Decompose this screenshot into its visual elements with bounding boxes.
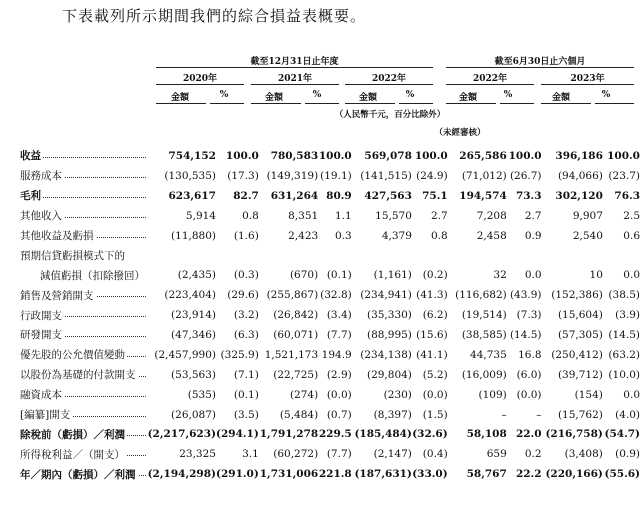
cell-pct-h2022: (0.0) bbox=[516, 388, 542, 401]
cell-pct-2022: (0.4) bbox=[422, 448, 448, 461]
cell-pct-2021: (19.1) bbox=[320, 169, 352, 182]
col-rule-amount-h2023 bbox=[541, 103, 591, 104]
cell-pct-2021: 229.5 bbox=[318, 428, 352, 441]
cell-amount-h2023: (154) bbox=[574, 388, 603, 401]
cell-amount-2020: (223,404) bbox=[164, 289, 216, 302]
row-label bbox=[0, 285, 148, 305]
header-rule-half bbox=[446, 67, 634, 68]
cell-amount-2020: (23,914) bbox=[171, 309, 216, 322]
cell-amount-2022: (88,995) bbox=[366, 328, 412, 341]
table-row bbox=[0, 424, 640, 444]
cell-pct-2020: (3.5) bbox=[233, 408, 259, 421]
cell-amount-h2022: (71,012) bbox=[461, 169, 507, 182]
table-row bbox=[0, 385, 640, 405]
row-label-text: 收益 bbox=[20, 150, 41, 163]
cell-amount-2020: (535) bbox=[187, 388, 216, 401]
cell-pct-h2023: 76.3 bbox=[614, 189, 640, 202]
cell-pct-2020: (325.9) bbox=[220, 348, 259, 361]
cell-pct-h2023: 0.0 bbox=[623, 269, 640, 282]
cell-pct-2022: (0.2) bbox=[422, 269, 448, 282]
header-rule-year bbox=[156, 67, 433, 68]
table-row bbox=[0, 186, 640, 206]
cell-pct-h2023: (63.2) bbox=[608, 348, 640, 361]
cell-amount-h2022: 659 bbox=[486, 448, 507, 461]
cell-pct-2020: (291.0) bbox=[215, 468, 259, 481]
cell-pct-2020: (294.1) bbox=[215, 428, 259, 441]
cell-amount-h2023: (152,386) bbox=[551, 289, 603, 302]
cell-pct-2021: (7.7) bbox=[326, 328, 352, 341]
cell-amount-h2023: 302,120 bbox=[555, 189, 603, 202]
row-label-text: 減值虧損（扣除撥回） bbox=[40, 269, 145, 282]
row-label bbox=[0, 206, 148, 226]
cell-pct-h2022: 73.3 bbox=[515, 189, 542, 202]
cell-amount-h2023 bbox=[542, 245, 603, 265]
cell-amount-2022: (35,330) bbox=[366, 309, 412, 322]
cell-pct-h2023: (3.9) bbox=[615, 309, 640, 322]
row-label bbox=[0, 166, 148, 186]
cell-amount-h2022: 44,735 bbox=[470, 348, 507, 361]
col-pct-h2022: % bbox=[503, 90, 513, 100]
cell-pct-h2023: (4.0) bbox=[615, 408, 640, 421]
cell-amount-2021: (274) bbox=[289, 388, 319, 401]
cell-amount-2022: (141,515) bbox=[360, 169, 412, 182]
cell-amount-h2023: (220,166) bbox=[545, 468, 603, 481]
cell-amount-2022: 569,078 bbox=[364, 149, 412, 162]
cell-pct-2021: (7.7) bbox=[326, 448, 352, 461]
header-half-2023: 2023年 bbox=[570, 74, 605, 84]
cell-amount-h2023: (216,758) bbox=[545, 428, 603, 441]
row-label bbox=[0, 146, 148, 166]
row-label bbox=[0, 265, 148, 285]
cell-pct-2022: (1.5) bbox=[422, 408, 448, 421]
cell-pct-h2022: 22.0 bbox=[515, 428, 542, 441]
cell-amount-2021 bbox=[259, 245, 318, 265]
cell-pct-h2023: 0.6 bbox=[623, 229, 640, 242]
row-label bbox=[0, 385, 148, 405]
col-amount-2022: 金額 bbox=[358, 93, 377, 103]
unaudited-note: （未經審核） bbox=[434, 128, 486, 138]
cell-amount-2020: 623,617 bbox=[168, 189, 216, 202]
row-label bbox=[0, 186, 148, 206]
row-label-text: 除稅前（虧損）／利潤 bbox=[20, 428, 125, 441]
cell-amount-2022: (2,147) bbox=[373, 448, 412, 461]
cell-pct-2020: (6.3) bbox=[233, 328, 259, 341]
cell-pct-2022: 0.8 bbox=[431, 229, 448, 242]
row-label bbox=[0, 444, 148, 464]
cell-pct-h2023: 0.0 bbox=[623, 388, 640, 401]
row-label bbox=[0, 305, 148, 325]
col-rule-pct-2020 bbox=[210, 103, 244, 104]
cell-pct-2022: 2.7 bbox=[431, 209, 448, 222]
cell-amount-2020 bbox=[148, 245, 216, 265]
cell-amount-2021: (5,484) bbox=[279, 408, 319, 421]
cell-amount-2022: (185,484) bbox=[354, 428, 412, 441]
cell-amount-2021: (22,725) bbox=[273, 368, 319, 381]
cell-amount-h2022: (19,514) bbox=[461, 309, 507, 322]
cell-pct-2022 bbox=[412, 245, 448, 265]
table-row bbox=[0, 305, 640, 325]
cell-pct-2021: (3.4) bbox=[326, 309, 352, 322]
cell-amount-h2022: 265,586 bbox=[459, 149, 507, 162]
cell-amount-2021: 1,731,006 bbox=[259, 468, 319, 481]
cell-amount-2020: (2,217,623) bbox=[147, 428, 216, 441]
row-label bbox=[0, 325, 148, 345]
cell-amount-2020: (47,346) bbox=[171, 328, 216, 341]
row-label bbox=[0, 405, 148, 425]
cell-amount-2020: (130,535) bbox=[164, 169, 216, 182]
row-label-text: 其他收益及虧損 bbox=[20, 230, 94, 242]
cell-pct-2020: (0.3) bbox=[233, 269, 259, 282]
cell-amount-h2023: 10 bbox=[589, 269, 603, 282]
cell-pct-h2022: (26.7) bbox=[509, 169, 542, 182]
cell-amount-2021: 8,351 bbox=[288, 209, 319, 222]
header-half-2022: 2022年 bbox=[472, 74, 508, 84]
year-rule-h2023 bbox=[541, 84, 634, 85]
cell-amount-2021: (60,071) bbox=[273, 328, 319, 341]
col-rule-amount-2020 bbox=[156, 103, 206, 104]
cell-pct-h2022: 22.2 bbox=[515, 468, 542, 481]
cell-pct-2021: 80.9 bbox=[326, 189, 352, 202]
row-label-text: [編纂]開支 bbox=[20, 409, 71, 422]
row-label bbox=[0, 226, 148, 246]
cell-pct-h2022: – bbox=[536, 408, 542, 421]
cell-amount-h2022: 7,208 bbox=[476, 209, 507, 222]
row-label-text: 研發開支 bbox=[20, 329, 62, 342]
cell-pct-2021: (0.7) bbox=[326, 408, 352, 421]
col-rule-pct-2022 bbox=[399, 103, 433, 104]
row-label-text: 銷售及營銷開支 bbox=[20, 289, 94, 302]
cell-pct-2020: (1.6) bbox=[233, 229, 259, 242]
col-amount-h2023: 金額 bbox=[551, 93, 570, 103]
cell-amount-2022: 4,379 bbox=[381, 229, 412, 242]
cell-amount-2021: (255,867) bbox=[266, 289, 319, 302]
cell-pct-2022: 75.1 bbox=[422, 189, 448, 202]
cell-amount-2021: 1,791,278 bbox=[259, 428, 319, 441]
cell-pct-h2022: (6.0) bbox=[516, 368, 542, 381]
cell-pct-h2023: (55.6) bbox=[604, 468, 640, 481]
col-rule-pct-h2022 bbox=[500, 103, 534, 104]
cell-amount-2022: (187,631) bbox=[354, 468, 412, 481]
row-label-text: 優先股的公允價值變動 bbox=[20, 349, 125, 362]
row-label bbox=[0, 245, 148, 265]
cell-pct-2021: 221.8 bbox=[318, 468, 352, 481]
cell-pct-h2022: 0.9 bbox=[524, 229, 542, 242]
table-row bbox=[0, 325, 640, 345]
cell-amount-h2023: (3,408) bbox=[564, 448, 603, 461]
cell-pct-h2022: 0.2 bbox=[524, 448, 542, 461]
cell-amount-h2022: 2,458 bbox=[476, 229, 507, 242]
cell-pct-2021: (0.1) bbox=[326, 269, 352, 282]
cell-amount-h2023: (57,305) bbox=[557, 328, 603, 341]
cell-amount-2021: (60,272) bbox=[273, 448, 319, 461]
cell-amount-2020: (11,880) bbox=[171, 229, 216, 242]
cell-pct-2021: (2.9) bbox=[326, 368, 352, 381]
row-label bbox=[0, 365, 148, 385]
col-amount-2021: 金額 bbox=[264, 93, 283, 103]
cell-amount-h2022: (109) bbox=[478, 388, 507, 401]
cell-amount-2020: 754,152 bbox=[168, 149, 216, 162]
table-row bbox=[0, 146, 640, 166]
cell-amount-2022: 427,563 bbox=[364, 189, 412, 202]
col-rule-amount-h2022 bbox=[446, 103, 496, 104]
cell-pct-2020: (29.6) bbox=[227, 289, 259, 302]
cell-amount-2022 bbox=[352, 245, 412, 265]
cell-pct-2022: (5.2) bbox=[422, 368, 448, 381]
cell-pct-2020: 3.1 bbox=[242, 448, 259, 461]
col-pct-2021: % bbox=[312, 90, 322, 100]
header-group-year: 截至12月31日止年度 bbox=[250, 57, 339, 67]
cell-pct-h2023 bbox=[603, 245, 640, 265]
col-pct-2022: % bbox=[405, 90, 415, 100]
table-row bbox=[0, 345, 640, 365]
cell-pct-h2023: (38.5) bbox=[608, 289, 640, 302]
cell-amount-2020: (2,435) bbox=[177, 269, 216, 282]
row-label-text: 融資成本 bbox=[20, 389, 62, 402]
cell-amount-h2023: (39,712) bbox=[557, 368, 603, 381]
row-label-text: 以股份為基礎的付款開支 bbox=[20, 369, 136, 382]
cell-pct-2021: 0.3 bbox=[335, 229, 352, 242]
row-label-text: 預期信貸虧損模式下的 bbox=[20, 249, 125, 262]
col-amount-2020: 金額 bbox=[170, 93, 189, 103]
col-rule-amount-2022 bbox=[345, 103, 395, 104]
cell-pct-h2022 bbox=[507, 245, 542, 265]
cell-amount-h2023: (94,066) bbox=[557, 169, 603, 182]
table-row bbox=[0, 464, 640, 484]
cell-pct-h2022: (14.5) bbox=[509, 328, 542, 341]
table-row bbox=[0, 285, 640, 305]
cell-pct-h2022: (43.9) bbox=[509, 289, 542, 302]
unit-note: （人民幣千元，百分比除外） bbox=[334, 110, 446, 120]
cell-amount-2020: 23,325 bbox=[179, 448, 216, 461]
table-row bbox=[0, 206, 640, 226]
cell-pct-h2022: 2.7 bbox=[524, 209, 542, 222]
cell-pct-2020: (7.1) bbox=[233, 368, 259, 381]
cell-amount-h2022: 58,108 bbox=[466, 428, 507, 441]
cell-pct-h2022: 16.8 bbox=[518, 348, 542, 361]
cell-amount-2022: (234,138) bbox=[360, 348, 412, 361]
cell-pct-h2023: (14.5) bbox=[608, 328, 640, 341]
row-label bbox=[0, 464, 148, 484]
cell-pct-2020: 0.8 bbox=[242, 209, 259, 222]
cell-amount-h2023: 396,186 bbox=[555, 149, 603, 162]
cell-pct-2020 bbox=[216, 245, 259, 265]
col-rule-pct-h2023 bbox=[595, 103, 634, 104]
cell-amount-h2023: (250,412) bbox=[551, 348, 603, 361]
cell-pct-2022: (41.1) bbox=[416, 348, 448, 361]
row-label-text: 行政開支 bbox=[20, 309, 62, 322]
cell-pct-h2023: (23.7) bbox=[608, 169, 640, 182]
col-rule-amount-2021 bbox=[251, 103, 301, 104]
cell-pct-2022: (24.9) bbox=[416, 169, 448, 182]
cell-pct-2021: (0.0) bbox=[326, 388, 352, 401]
row-label-text: 服務成本 bbox=[20, 170, 62, 183]
table-row bbox=[0, 166, 640, 186]
cell-amount-2020: (53,563) bbox=[171, 368, 216, 381]
cell-amount-2021: 631,264 bbox=[270, 189, 319, 202]
cell-amount-2022: 15,570 bbox=[375, 209, 412, 222]
page-title: 下表載列所示期間我們的綜合損益表概要。 bbox=[62, 7, 367, 25]
cell-amount-h2022 bbox=[448, 245, 507, 265]
cell-pct-2022: 100.0 bbox=[414, 149, 448, 162]
cell-pct-2021: (32.8) bbox=[320, 289, 352, 302]
cell-amount-2022: (234,941) bbox=[360, 289, 412, 302]
cell-pct-h2022: 0.0 bbox=[524, 269, 542, 282]
col-pct-2020: % bbox=[219, 90, 229, 100]
cell-pct-h2023: (0.9) bbox=[615, 448, 640, 461]
cell-pct-h2023: 2.5 bbox=[623, 209, 640, 222]
header-year-2022: 2022年 bbox=[371, 74, 407, 84]
row-label-text: 所得稅利益／（開支） bbox=[20, 448, 125, 461]
income-statement-table bbox=[0, 146, 640, 484]
col-amount-h2022: 金額 bbox=[458, 93, 477, 103]
table-row bbox=[0, 265, 640, 285]
cell-pct-h2022: (7.3) bbox=[516, 309, 542, 322]
cell-pct-2020: 82.7 bbox=[233, 189, 259, 202]
cell-pct-2020: (17.3) bbox=[227, 169, 259, 182]
cell-amount-2021: 780,583 bbox=[270, 149, 319, 162]
row-label-text: 毛利 bbox=[20, 190, 41, 203]
cell-pct-2022: (33.0) bbox=[412, 468, 448, 481]
cell-pct-2021: 100.0 bbox=[318, 149, 352, 162]
cell-pct-2022: (0.0) bbox=[422, 388, 448, 401]
cell-amount-2022: (29,804) bbox=[366, 368, 412, 381]
table-row bbox=[0, 405, 640, 425]
cell-pct-2021: 194.9 bbox=[321, 348, 352, 361]
cell-amount-h2022: 58,767 bbox=[466, 468, 507, 481]
cell-amount-2021: (149,319) bbox=[266, 169, 319, 182]
year-rule-2021 bbox=[251, 84, 339, 85]
year-rule-2022 bbox=[345, 84, 433, 85]
header-year-2021: 2021年 bbox=[277, 74, 313, 84]
col-rule-pct-2021 bbox=[305, 103, 339, 104]
year-rule-2020 bbox=[156, 84, 244, 85]
cell-pct-2021 bbox=[318, 245, 352, 265]
row-label-text: 其他收入 bbox=[20, 210, 62, 223]
table-row bbox=[0, 245, 640, 265]
cell-amount-h2022: 32 bbox=[493, 269, 507, 282]
cell-amount-h2023: 2,540 bbox=[572, 229, 603, 242]
year-rule-h2022 bbox=[446, 84, 534, 85]
cell-pct-2020: (0.1) bbox=[233, 388, 259, 401]
cell-amount-h2022: (16,009) bbox=[461, 368, 507, 381]
cell-pct-h2023: (10.0) bbox=[608, 368, 640, 381]
cell-amount-2022: (8,397) bbox=[373, 408, 412, 421]
cell-amount-h2022: – bbox=[501, 408, 507, 421]
row-label bbox=[0, 345, 148, 365]
cell-amount-h2022: (38,585) bbox=[461, 328, 507, 341]
cell-pct-h2023: (54.7) bbox=[604, 428, 640, 441]
cell-pct-2020: 100.0 bbox=[225, 149, 259, 162]
table-row bbox=[0, 365, 640, 385]
table-row bbox=[0, 444, 640, 464]
cell-amount-2021: 2,423 bbox=[288, 229, 319, 242]
cell-pct-h2023: 100.0 bbox=[607, 149, 640, 162]
cell-amount-h2022: (116,682) bbox=[455, 289, 507, 302]
row-label bbox=[0, 424, 148, 444]
header-group-half: 截至6月30日止六個月 bbox=[494, 57, 586, 67]
cell-amount-2022: (1,161) bbox=[373, 269, 412, 282]
cell-amount-2022: (230) bbox=[383, 388, 412, 401]
cell-amount-h2023: 9,907 bbox=[572, 209, 603, 222]
cell-amount-2020: 5,914 bbox=[185, 209, 216, 222]
cell-pct-h2022: 100.0 bbox=[508, 149, 542, 162]
cell-pct-2020: (3.2) bbox=[233, 309, 259, 322]
cell-pct-2022: (15.6) bbox=[416, 328, 448, 341]
table-row bbox=[0, 226, 640, 246]
cell-amount-h2023: (15,604) bbox=[557, 309, 603, 322]
cell-amount-h2022: 194,574 bbox=[459, 189, 507, 202]
cell-amount-2021: (670) bbox=[289, 269, 319, 282]
cell-pct-2022: (6.2) bbox=[422, 309, 448, 322]
cell-amount-2021: 1,521,173 bbox=[264, 348, 319, 361]
cell-amount-2021: (26,842) bbox=[273, 309, 319, 322]
cell-amount-2020: (2,457,990) bbox=[154, 348, 216, 361]
cell-amount-2020: (26,087) bbox=[171, 408, 216, 421]
cell-pct-2022: (41.3) bbox=[416, 289, 448, 302]
header-year-2020: 2020年 bbox=[182, 74, 218, 84]
cell-pct-2021: 1.1 bbox=[335, 209, 352, 222]
cell-amount-2020: (2,194,298) bbox=[147, 468, 216, 481]
cell-amount-h2023: (15,762) bbox=[557, 408, 603, 421]
row-label-text: 年／期內（虧損）／利潤 bbox=[20, 468, 136, 481]
cell-pct-2022: (32.6) bbox=[412, 428, 448, 441]
col-pct-h2023: % bbox=[601, 90, 611, 100]
